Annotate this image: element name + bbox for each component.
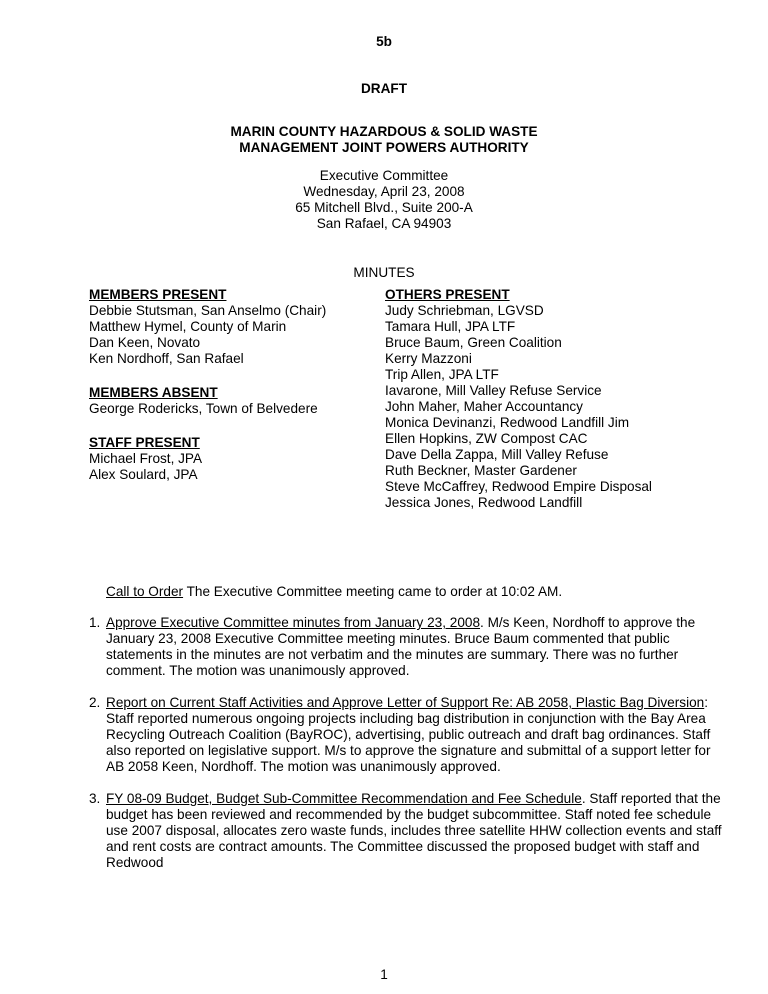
other-attendee: Jessica Jones, Redwood Landfill <box>385 495 583 510</box>
attendance-right-column <box>385 287 725 511</box>
other-attendee: Dave Della Zappa, Mill Valley Refuse <box>385 447 609 462</box>
address-line-2: San Rafael, CA 94903 <box>316 216 452 231</box>
members-absent-heading: MEMBERS ABSENT <box>89 385 218 400</box>
other-attendee: Monica Devinanzi, Redwood Landfill Jim <box>385 415 630 430</box>
member-present: Ken Nordhoff, San Rafael <box>89 351 244 366</box>
other-attendee: Tamara Hull, JPA LTF <box>385 319 516 334</box>
staff-member: Michael Frost, JPA <box>89 451 203 466</box>
item-number: 2. <box>89 695 101 710</box>
org-line-1: MARIN COUNTY HAZARDOUS & SOLID WASTE <box>230 124 538 139</box>
item-title: Approve Executive Committee minutes from January 23, 2008 <box>106 615 481 630</box>
address-line-1: 65 Mitchell Blvd., Suite 200-A <box>295 200 473 215</box>
item-text: . M/s Keen, Nordhoff to approve the January 23, 2008 Executive Committee meeting minutes. Bruce Baum commented that public statements in the minutes are not verbatim and the minutes are summary. There was no further comment. The motion was unanimously approved. <box>106 615 696 678</box>
agenda-item <box>89 615 729 679</box>
item-number: 1. <box>89 615 101 630</box>
other-attendee: Judy Schriebman, LGVSD <box>385 303 544 318</box>
committee-name: Executive Committee <box>319 168 449 183</box>
other-attendee: Bruce Baum, Green Coalition <box>385 335 562 350</box>
item-text: . Staff reported that the budget has been reviewed and recommended by the budget subcommittee. Staff noted fee schedule use 2007 disposal, allocates zero waste funds, includes three satellite HHW collection events and staff and rent costs are contract amounts. The Committee discussed the proposed budget with staff and Redwood <box>106 791 722 870</box>
other-attendee: Ruth Beckner, Master Gardener <box>385 463 577 478</box>
staff-member: Alex Soulard, JPA <box>89 467 198 482</box>
item-number: 3. <box>89 791 101 806</box>
call-to-order <box>106 584 736 600</box>
other-attendee: Kerry Mazzoni <box>385 351 472 366</box>
other-attendee: John Maher, Maher Accountancy <box>385 399 583 414</box>
member-present: Matthew Hymel, County of Marin <box>89 319 287 334</box>
meeting-info <box>0 168 768 232</box>
item-text: : Staff reported numerous ongoing projects including bag distribution in conjunction with the Bay Area Recycling Outreach Coalition (BayROC), advertising, public outreach and draft bag ordinances. Staff also reported on legislative support. M/s to approve the signature and submittal of a support letter for AB 2058 Keen, Nordhoff. The motion was unanimously approved. <box>106 695 711 774</box>
item-title: Report on Current Staff Activities and Approve Letter of Support Re: AB 2058, Plastic Bag Diversion <box>106 695 705 710</box>
page-number: 1 <box>380 967 388 982</box>
attendance-left-column <box>89 287 379 483</box>
other-attendee: Ellen Hopkins, ZW Compost CAC <box>385 431 588 446</box>
minutes-label: MINUTES <box>353 265 415 280</box>
meeting-date: Wednesday, April 23, 2008 <box>303 184 465 199</box>
call-to-order-title: Call to Order <box>106 584 184 599</box>
call-to-order-text: The Executive Committee meeting came to order at 10:02 AM. <box>183 584 563 599</box>
agenda-item <box>89 695 729 775</box>
members-present-heading: MEMBERS PRESENT <box>89 287 227 302</box>
staff-present-heading: STAFF PRESENT <box>89 435 200 450</box>
org-line-2: MANAGEMENT JOINT POWERS AUTHORITY <box>239 140 529 155</box>
draft-label: DRAFT <box>360 81 408 96</box>
member-absent: George Rodericks, Town of Belvedere <box>89 401 318 416</box>
member-present: Debbie Stutsman, San Anselmo (Chair) <box>89 303 327 318</box>
item-title: FY 08-09 Budget, Budget Sub-Committee Recommendation and Fee Schedule <box>106 791 582 806</box>
other-attendee: Iavarone, Mill Valley Refuse Service <box>385 383 602 398</box>
other-attendee: Steve McCaffrey, Redwood Empire Disposal <box>385 479 652 494</box>
agenda-number: 5b <box>376 34 392 49</box>
other-attendee: Trip Allen, JPA LTF <box>385 367 499 382</box>
member-present: Dan Keen, Novato <box>89 335 201 350</box>
organization-title <box>0 124 768 156</box>
agenda-items <box>89 615 729 887</box>
others-present-heading: OTHERS PRESENT <box>385 287 510 302</box>
agenda-item <box>89 791 729 871</box>
